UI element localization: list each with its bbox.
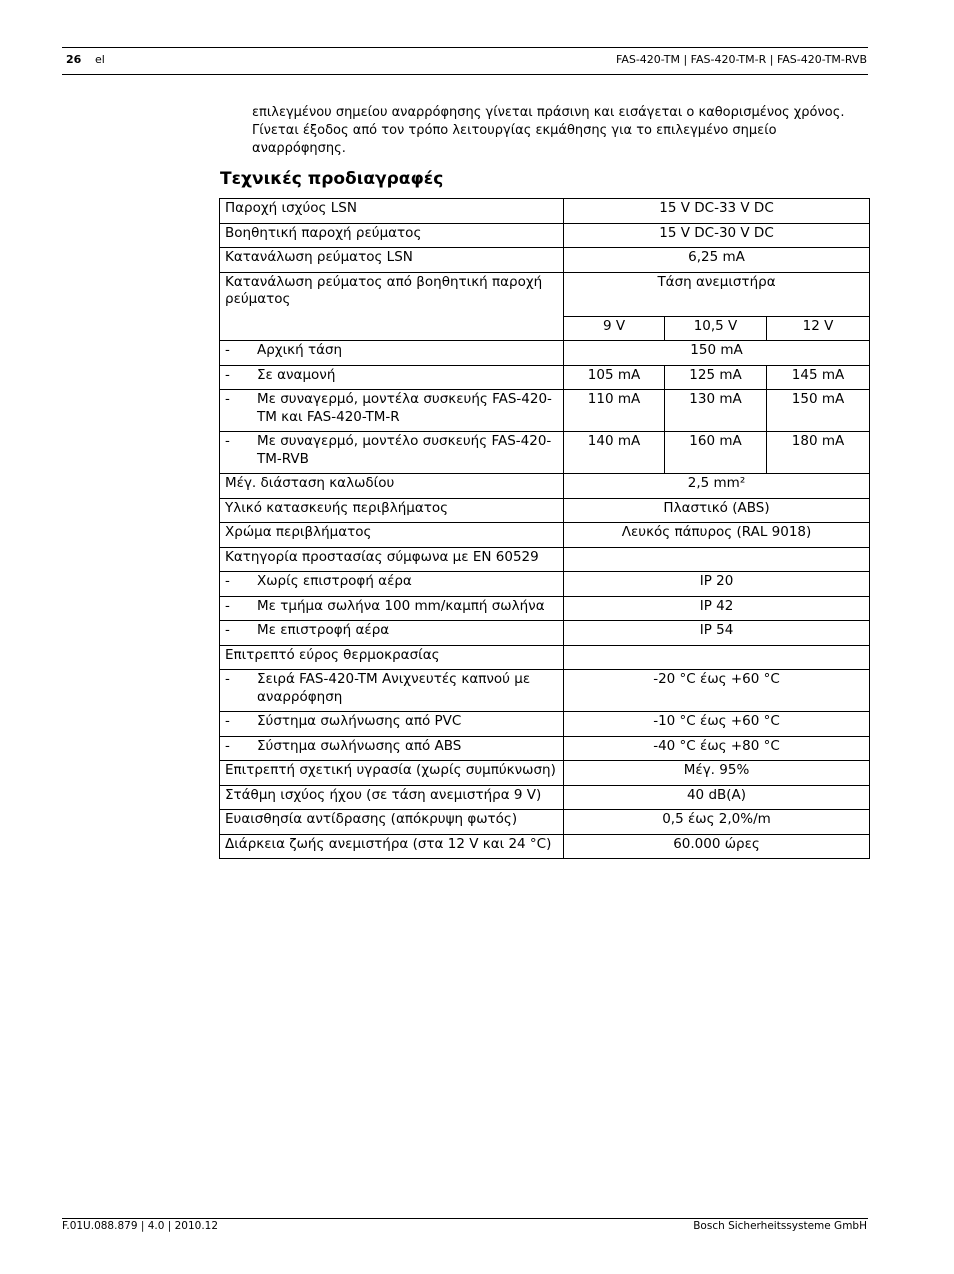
table-row [220, 547, 870, 572]
sub-label-text: Σειρά FAS-420-TM Ανιχνευτές καπνού με αναρρόφηση [257, 671, 531, 705]
spec-label: Κατανάλωση ρεύματος από βοηθητική παροχή ρεύματος [220, 272, 564, 341]
list-dash: - [225, 573, 230, 589]
sub-label-text: Με συναγερμό, μοντέλο συσκευής FAS-420-TM-RVB [257, 433, 552, 467]
spec-sub-label [220, 670, 564, 712]
list-dash: - [225, 671, 230, 687]
spec-sub-label [220, 341, 564, 366]
spec-value: 125 mA [665, 365, 767, 390]
list-dash: - [225, 366, 230, 383]
spec-value: 0,5 έως 2,0%/m [564, 810, 870, 835]
table-row [220, 670, 870, 712]
table-row [220, 199, 870, 224]
document-id: F.01U.088.879 | 4.0 | 2010.12 [62, 1220, 219, 1232]
sub-label-text: Με επιστροφή αέρα [257, 622, 390, 638]
table-row [220, 272, 870, 316]
spec-value: -40 °C έως +80 °C [564, 736, 870, 761]
spec-value: -20 °C έως +60 °C [564, 670, 870, 712]
empty-cell [564, 547, 870, 572]
company-name: Bosch Sicherheitssysteme GmbH [693, 1220, 867, 1232]
table-row [220, 712, 870, 737]
spec-value: 150 mA [767, 390, 870, 432]
table-row [220, 474, 870, 499]
spec-sub-label [220, 736, 564, 761]
spec-sub-label [220, 596, 564, 621]
table-row [220, 223, 870, 248]
spec-label: Κατανάλωση ρεύματος LSN [220, 248, 564, 273]
spec-label: Κατηγορία προστασίας σύμφωνα με EN 60529 [220, 547, 564, 572]
table-row [220, 736, 870, 761]
spec-value: 40 dB(A) [564, 785, 870, 810]
spec-value: 180 mA [767, 432, 870, 474]
page-number: 26 [66, 53, 82, 66]
spec-label: Επιτρεπτή σχετική υγρασία (χωρίς συμπύκνωση) [220, 761, 564, 786]
section-title: Τεχνικές προδιαγραφές [220, 169, 444, 189]
table-row [220, 390, 870, 432]
header-top-rule [62, 47, 868, 48]
table-row [220, 596, 870, 621]
spec-label: Μέγ. διάσταση καλωδίου [220, 474, 564, 499]
spec-label: Υλικό κατασκευής περιβλήματος [220, 498, 564, 523]
list-dash: - [225, 391, 230, 407]
spec-sub-label [220, 572, 564, 597]
table-row [220, 785, 870, 810]
table-row [220, 572, 870, 597]
voltage-column-header: 9 V [564, 316, 665, 341]
table-row [220, 523, 870, 548]
spec-value: 110 mA [564, 390, 665, 432]
voltage-column-header: 12 V [767, 316, 870, 341]
fan-voltage-header: Τάση ανεμιστήρα [564, 272, 870, 316]
sub-label-text: Σύστημα σωλήνωσης από PVC [257, 713, 462, 729]
sub-label-text: Χωρίς επιστροφή αέρα [257, 573, 412, 589]
list-dash: - [225, 433, 230, 449]
spec-sub-label [220, 432, 564, 474]
sub-label-text: Σε αναμονή [257, 366, 336, 383]
header-bottom-rule [62, 74, 868, 75]
spec-value: 105 mA [564, 365, 665, 390]
list-dash: - [225, 597, 230, 614]
spec-value: 60.000 ώρες [564, 834, 870, 859]
spec-value: Πλαστικό (ABS) [564, 498, 870, 523]
table-row [220, 810, 870, 835]
spec-label: Βοηθητική παροχή ρεύματος [220, 223, 564, 248]
table-row [220, 761, 870, 786]
spec-value: 6,25 mA [564, 248, 870, 273]
product-name: FAS-420-TM | FAS-420-TM-R | FAS-420-TM-RVB [616, 53, 867, 66]
list-dash: - [225, 622, 230, 638]
spec-value: Μέγ. 95% [564, 761, 870, 786]
spec-value: -10 °C έως +60 °C [564, 712, 870, 737]
language-code: el [95, 53, 105, 66]
spec-sub-label [220, 712, 564, 737]
sub-label-text: Αρχική τάση [257, 342, 343, 358]
table-row [220, 834, 870, 859]
table-row [220, 621, 870, 646]
spec-value: 140 mA [564, 432, 665, 474]
spec-sub-label [220, 390, 564, 432]
spec-value: IP 54 [564, 621, 870, 646]
spec-label: Διάρκεια ζωής ανεμιστήρα (στα 12 V και 24 °C) [220, 834, 564, 859]
spec-label: Χρώμα περιβλήματος [220, 523, 564, 548]
spec-value: 15 V DC-30 V DC [564, 223, 870, 248]
list-dash: - [225, 713, 230, 729]
table-row [220, 645, 870, 670]
intro-paragraph: επιλεγμένου σημείου αναρρόφησης γίνεται πράσινη και εισάγεται ο καθορισμένος χρόνος. Γίνεται έξοδος από τον τρόπο λειτουργίας εκμάθησης για το επιλεγμένο σημείο αναρρόφησης. [252, 105, 845, 156]
spec-value: 15 V DC-33 V DC [564, 199, 870, 224]
table-row [220, 498, 870, 523]
spec-value: 160 mA [665, 432, 767, 474]
spec-sub-label [220, 365, 564, 390]
empty-cell [564, 645, 870, 670]
footer-rule [62, 1218, 868, 1219]
spec-label: Επιτρεπτό εύρος θερμοκρασίας [220, 645, 564, 670]
sub-label-text: Σύστημα σωλήνωσης από ABS [257, 737, 462, 754]
spec-label: Παροχή ισχύος LSN [220, 199, 564, 224]
spec-value: 145 mA [767, 365, 870, 390]
list-dash: - [225, 737, 230, 754]
spec-sub-label [220, 621, 564, 646]
spec-value: 130 mA [665, 390, 767, 432]
spec-value: 150 mA [564, 341, 870, 366]
sub-label-text: Με συναγερμό, μοντέλα συσκευής FAS-420-TM και FAS-420-TM-R [257, 391, 552, 425]
table-row [220, 432, 870, 474]
spec-value: Λευκός πάπυρος (RAL 9018) [564, 523, 870, 548]
spec-value: IP 42 [564, 596, 870, 621]
table-row [220, 365, 870, 390]
sub-label-text: Με τμήμα σωλήνα 100 mm/καμπή σωλήνα [257, 597, 545, 614]
list-dash: - [225, 342, 230, 358]
spec-label: Στάθμη ισχύος ήχου (σε τάση ανεμιστήρα 9 V) [220, 785, 564, 810]
voltage-column-header: 10,5 V [665, 316, 767, 341]
specifications-table [219, 198, 870, 859]
spec-value: 2,5 mm² [564, 474, 870, 499]
table-row [220, 341, 870, 366]
spec-value: IP 20 [564, 572, 870, 597]
spec-label: Ευαισθησία αντίδρασης (απόκρυψη φωτός) [220, 810, 564, 835]
table-row [220, 248, 870, 273]
